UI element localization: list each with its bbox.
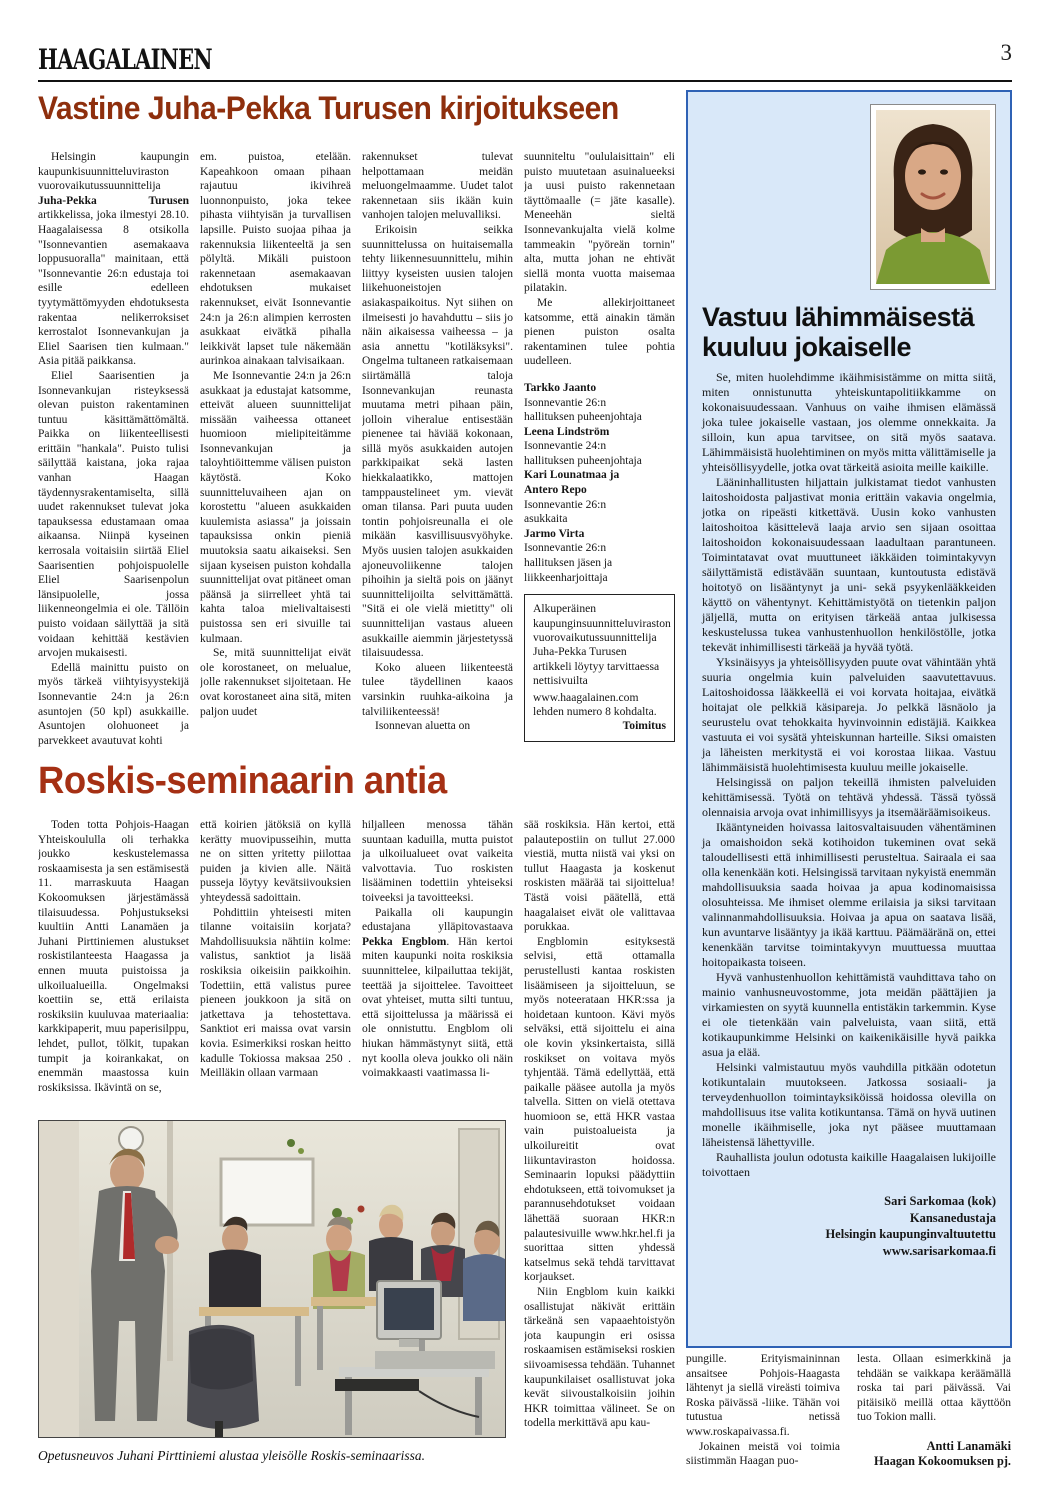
note-url: www.haagalainen.com (533, 690, 639, 704)
paragraph: Rauhallista joulun odotusta kaikille Haagalaisen lukijoille toivottaen (702, 1150, 996, 1179)
article1-title: Vastine Juha-Pekka Turusen kirjoitukseen (38, 90, 619, 126)
paragraph: Lääninhallitusten hiljattain julkistamat tiedot vanhusten laitoshoidosta paljastivat monia erittäin vakavia ongelmia, jotka on ripeästi kitkettävä. Uusin koko vanhusten laitoshoitoa käsittelevä laaja arvio sen sijaan osoittaa laitoshoidon kokonaisuudessaan laadultaan parantuneen. Toimintatavat ovat muuttuneet iäkkäiden toimintakyvyn säilyttämistä edistävään suuntaan, kuntoutusta edistävä hoitotyö on lisääntynyt ja uni- sekä psyykenlääkkeiden käyttö on vähentynyt. Kehittämistyötä on tietenkin paljon jäljellä, mutta on erityisen tärkeää antaa julkisessa keskustelussa tukea vanhustenhuollon henkilöstölle, jotka tekevät inhimillisesti tärkeää ja hyvää työtä. (702, 475, 996, 654)
paragraph: Me allekirjoittaneet katsomme, että ainakin tämän pienen puiston osalta rakentaminen tulee pohtia uudelleen. (524, 296, 675, 368)
note-signoff: Toimitus (622, 719, 666, 733)
article1-col3 (362, 150, 513, 764)
signature-line: Antero Repo (524, 484, 587, 497)
sidebar-title: Vastuu lähimmäisestä kuuluu jokaiselle (702, 302, 975, 362)
signature-line: Isonnevantie 26:n (524, 542, 607, 555)
paragraph: Helsingin kaupungin kaupunkisuunnitteluviraston vuorovaikutussuunnittelija Juha-Pekka Turusen artikkelissa, joka ilmestyi 28.10. Haagalaisessa 8 otsikolla "Isonnevantien asemakaava loppusuoralla" mainitaan, että "Isonnevantie 26:n edustaja toi esille edelleen tyytymättömyyden ehdotuksesta rakentaa nelikerroksiset kerrostalot Isonnevankujan ja Eliel Saarisen tien kulmaan." Asia pitää paikkansa. (38, 151, 189, 368)
signature-url: www.sarisarkomaa.fi (882, 1243, 996, 1258)
note-tail: lehden numero 8 kohdalta. (533, 705, 657, 719)
newspaper-logo: HAAGALAINEN (38, 44, 212, 77)
photo-caption: Opetusneuvos Juhani Pirttiniemi alustaa yleisölle Roskis-seminaarissa. (38, 1448, 425, 1463)
paragraph: Yksinäisyys ja yhteisöllisyyden puute ovat vähintään yhtä suuria ongelmia kuin palveluiden saavutettavuus. Laitoshoidossa lääkkeellä ei voi korvata hoitajaa, eivätkä hoitajat ole pelkkiä käsipareja. Jo pelkkä läsnäolo ja seurustelu ovat tehokkaita hyvinvoinnin edistäjiä. Kaikkea vastuuta ei voi sysätä yhteiskunnan harteille. Siksi omaisten ja läheisten merkitystä ei voi korostaa liikaa. Vastuu lähimmäisistä huolehtimisesta kuuluu meille jokaiselle. (702, 655, 996, 774)
signature-line: hallituksen puheenjohtaja (524, 411, 642, 424)
portrait-photo (876, 110, 990, 284)
paragraph: Paikalla oli kaupungin edustajana ylläpitovastaava Pekka Engblom. Hän kertoi miten kaupunki noita roskiksia suunnittelee, kilpailuttaa tekijät, teettää ja sijoittelee. Tavoitteet ovat yhteiset, mutta silti tuntuu, että sijoittelussa ja määrissä ei ole onnistuttu. Engblom oli hiukan hämmästynyt siitä, että nyt koolla oleva joukko oli näin voimakkaasti vaatimassa li- (362, 906, 513, 1080)
signature-line: Kansanedustaja (909, 1210, 996, 1225)
sidebar-column (686, 90, 1012, 1348)
wall-clock (119, 1127, 143, 1151)
portrait-photo-frame (870, 104, 996, 290)
signature-line: Isonnevantie 26:n (524, 498, 607, 511)
paragraph: Jokainen meistä voi toimia siistimmän Haagan puo- (686, 1440, 840, 1468)
signature-line: hallituksen jäsen ja (524, 557, 613, 570)
paragraph: Ikääntyneiden hoivassa laitosvaltaisuuden vähentäminen ja omaishoidon sekä kotihoidon tukeminen ovat sekä taloudellisesti että inhimillisesti perusteltua. Sairaala ei saa olla kenenkään koti. Helsingissä tarvitaan nykyistä enemmän mahdollisuuksia saada hoivaa ja apua kodinomaisissa olosuhteissa. Me ihmiset olemme erilaisia ja siksi tarvitaan valinnanmahdollisuuksia. Hoivaa ja apua on saatava lisää, kun avuntarve lisääntyy ja ikää karttuu. Päämääränä on, ettei kenenkään tarvitse toimintakyvyn muuttuessa muuttaa hoitopaikasta toiseen. (702, 820, 996, 969)
signature-line: asukkaita (524, 513, 568, 526)
paragraph: Edellä mainittu puisto on myös tärkeä viihtyisyystekijä Isonnevantie 24:n ja 26:n asuntojen (50 kpl) asukkaille. Asuntojen olohuoneet ja parvekkeet avautuvat kohti (38, 661, 189, 747)
paragraph: Engblomin esityksestä selvisi, että ottamalla perustellusti kantaa roskisten lisäämiseen ja sijoitteluun, se myös noteerataan HKR:ssa ja hoidetaan kuntoon. Kävi myös selväksi, että sijoittelu ei aina ole kovin yksinkertaista, sillä roskikset on voitava myös tyhjentää. Tämä edellyttää, että paikalle pääsee autolla ja myös talvella. Sitten on vielä otettava huomioon se, että HKR vastaa vain puistoalueista ja ulkoilureitit ovat liikuntaviraston hoidossa. Seminaarin lopuksi päädyttiin ehdotukseen, että toivomukset ja parannusehdotukset voidaan lähettää suoraan HKR:n palautesivuille www.hkr.hel.fi ja suorittaa sitten yhdessä katselmus sekä tehdä tarvittavat korjaukset. (524, 935, 675, 1284)
paragraph: hiljalleen menossa tähän suuntaan kaduilla, mutta puistot ja ulkoilualueet ovat vaikeita valvottavia. Tuo roskisten lisääminen todettiin yhteiseksi toiveeksi ja tavoitteeksi. (362, 819, 513, 904)
signature-line: Kari Lounatmaa ja (524, 469, 620, 482)
bottom-colA (686, 1352, 840, 1470)
paragraph: rakennukset tulevat helpottamaan meidän meluongelmaamme. Uudet talot rakennetaan siis ikään kuin vanhojen talojen meluvalliksi. (362, 151, 513, 222)
signature-line: Jarmo Virta (524, 527, 585, 540)
article2-col1 (38, 818, 189, 1118)
article1-col4 (524, 150, 675, 764)
paragraph: Koko alueen liikenteestä tulee täydellinen kaaos varsinkin ruuhka-aikoina ja talviliikenteessä! (362, 661, 513, 718)
paragraph: Helsinki valmistautuu myös vauhdilla pitkään odotetun kotikuntalain muutokseen. Jatkossa sosiaali- ja terveydenhuollon toimintayksiköissä hoidossa olevilla on mahdollisuus itse valita kotikuntansa. Tämä on hyvä uutinen monelle ikäihmiselle, joka nyt pääsee muuttamaan läheistensä lähettyville. (702, 1060, 996, 1149)
paragraph: pungille. Erityismaininnan ansaitsee Pohjois-Haagasta lähtenyt ja siellä vireästi toimiva Roska päivässä -liike. Tähän voi tutustua netissä www.roskapaivassa.fi. (686, 1353, 840, 1438)
article1-col1 (38, 150, 189, 764)
signature-line: Tarkko Jaanto (524, 381, 597, 394)
signature-line: Helsingin kaupunginvaltuutettu (825, 1227, 996, 1241)
signature-line: Haagan Kokoomuksen pj. (873, 1454, 1011, 1469)
paragraph: Toden totta Pohjois-Haagan Yhteiskoululla oli terhakka joukko keskustelemassa roskaamisesta ja sen estämisestä 11. marraskuuta Haagan Kokoomuksen järjestämässä tilaisuudessa. Pohjustukseksi kuultiin Antti Lanamäen ja Juhani Pirttiniemen alustukset roskistilanteesta Haagassa ja ennen muuta puistoissa ja ulkoilualueilla. Ongelmaksi koettiin se, että erilaista roskiksiin kuuluvaa materiaalia: karkkipaperit, muu paperisilppu, lehdet, pullot, tölkit, tupakan tumpit ja koirankakat, on enemmän maastossa kuin roskiksissa. Ikävintä on se, (38, 819, 189, 1094)
note-text: Alkuperäinen kaupunginsuunnitteluviraston vuorovaikutussuunnittelija Juha-Pekka Turusen artikkeli löytyy tarvittaessa nettisivuilta (533, 602, 671, 688)
signature-line: hallituksen puheenjohtaja (524, 454, 642, 467)
article2-col3 (362, 818, 513, 1118)
paragraph: Se, mitä suunnittelijat eivät ole korostaneet, on melualue, jolle rakennukset sijoitetaan. He ovat korostaneet aina sitä, miten paljon uudet (200, 647, 351, 718)
paragraph: suunniteltu "oululaisittain" eli puisto muutetaan asuinalueeksi ja uusi puisto rakennetaan täyttömaalle (= jäte kasalle). Meneehän sieltä Isonnevankujalta vielä kolme tammeakin "pyöreän tornin" alta, mutta johan ne ehtivät siellä monta vuotta maisemaa pilatakin. (524, 151, 675, 295)
signature-line: Isonnevantie 24:n (524, 440, 607, 453)
paragraph: Niin Engblom kuin kaikki osallistujat näkivät erittäin tärkeänä sen vapaaehtoistyön jota kaupungin eri osissa roskaamisen estämiseksi roskien siivoamisessa tehdään. Tuhannet kaupunkilaiset osallistuvat joka kevät siivoustalkoisiin joihin HKR toimittaa välineet. Se on todella merkittävä apu kau- (524, 1286, 675, 1430)
paragraph: lesta. Ollaan esimerkkinä ja tehdään se vaikkapa keräämällä roska tai pari päivässä. Vai pitäisikö meillä ottaa käyttöön tuo Tokion malli. (857, 1353, 1011, 1424)
page-number: 3 (1000, 40, 1012, 65)
bottom-colB (857, 1352, 1011, 1470)
editor-note-box (524, 594, 675, 742)
bottom-right-columns (686, 1352, 1012, 1470)
paragraph: Isonnevan aluetta on (375, 720, 471, 733)
paragraph: että koirien jätöksiä on kyllä kerätty muovipusseihin, mutta ne on sitten yritetty piilottaa puiden ja kivien alle. Näitä pusseja löytyy kevätsiivouksien yhteydessä sadoittain. (200, 819, 351, 904)
article1-signatures (524, 381, 675, 585)
seminar-photo (38, 1120, 506, 1438)
sidebar-signature (702, 1193, 996, 1259)
paragraph: Erikoisin seikka suunnittelussa on huitaisemalla tehty liikennesuunnittelu, mihin liittyy kyseisten uusien talojen liikehuoneistojen asiakaspaikoitus. Nyt siihen on ilmeisesti jo havahduttu – siis jo näin aikaisessa vaiheessa – ja asia annettu "kotiläksyksi". Ongelma tultaneen ratkaisemaan siirtämällä taloja Isonnevankujan reunasta muutama metri pihaan päin, jolloin viheralue entisestään pienenee tai häviää kokonaan, sillä myös asukkaiden autojen parkkipaikat sekä lasten hiekkalaatikko, mattojen tamppaustelineet ym. vievät oman tilansa. Pari puuta uuden tontin pohjoisreunalla ei ole mikään kasvillisuusvyöhyke. Myös uusien talojen asukkaiden ajoneuvoliikenne talojen pihoihin ja sieltä pois on jäänyt suunnittelijoilta selvittämättä. "Sitä ei ole vielä mietitty" oli suunnittelijan vastaus alueen asukkaille aiemmin järjestetyssä tilaisuudessa. (362, 223, 513, 660)
header-rule (38, 80, 1012, 82)
paragraph: sää roskiksia. Hän kertoi, että palautepostiin on tullut 27.000 viestiä, mutta niistä vai yksi on tullut Haagasta ja koskenut roskisten määrää tai sijoittelua! Tästä voisi päätellä, että haagalaiset eivät ole valittavaa porukkaa. (524, 819, 675, 934)
paragraph: Hyvä vanhustenhuollon kehittämistä vauhdittava taho on mainio vanhusneuvostomme, jota meidän päättäjien ja virkamiesten on syytä kuunnella entistäkin tarkemmin. Kyse ei ole tietenkään vain palveluista, vaan siitä, että kotikaupunkimme Helsinki on kaikenikäisille hyvä paikka asua ja elää. (702, 970, 996, 1059)
chair-coat (187, 1325, 259, 1437)
signature-line: liikkeenharjoittaja (524, 571, 608, 584)
article2-col4 (524, 818, 675, 1466)
article1-columns (38, 150, 678, 764)
article2-title: Roskis-seminaarin antia (38, 760, 447, 802)
signature-line: Antti Lanamäki (926, 1438, 1011, 1453)
paragraph: Helsingissä on paljon tekeillä ihmisten palveluiden kehittämisessä. Työtä on tehtävä yhdessä. Tässä työssä olennaisia arvoja ovat inhimillisyys ja itsemääräämisoikeus. (702, 775, 996, 819)
signature-line: Isonnevantie 26:n (524, 396, 607, 409)
paragraph: Me Isonnevantie 24:n ja 26:n asukkaat ja edustajat katsomme, etteivät alueen suunnittelijat missään vaiheessa ottaneet huomioon mielipiteitämme Isonnevankujan ja taloyhtiöittemme välisen puiston käytöstä. Koko suunnitteluvaiheen ajan on korostettu "alueen asukkaiden kuulemista asiassa" ja joissain tapauksissa onkin pieniä muutoksia saatu aikaiseksi. Sen sijaan kyseisen puiston kohdalla suunnittelijat ovat pitäneet oman päänsä ja siirrelleet yhtä tai kahta taloa mielivaltaisesti puistossa sen eri sivuille tai kulmaan. (200, 369, 351, 645)
paragraph: Eliel Saarisentien ja Isonnevankujan risteyksessä olevan puiston rakentaminen tuntuu käsittämättömältä. Paikka on liikenteellisesti erittäin "hankala". Puisto tulisi säilyttää kaistana, joka rajaa vanhan Haagan täydennysrakentamiselta, sillä uudet rakennukset tulevat joka tapauksessa edustamaan omaa aikaansa. Niinpä kyseinen kerrosala voitaisiin siirtää Eliel Saarisentien pohjoispuolelle Eliel Saarisenpolun länsipuolelle, jossa liikenneongelmia ei ole. Tällöin puisto voidaan säilyttää ja sitä voidaan kehittää kestävien arvojen mukaisesti. (38, 369, 189, 660)
paragraph: Se, miten huolehdimme ikäihmisistämme on mitta siitä, miten onnistunutta yhteiskuntapolitiikkamme on kokonaisuudessaan. Vanhuus on vaihe ihmisen elämässä joka tulee jokaiselle vastaan, jos olemme onnekkaita. Ja silloin, kun apua tarvitsee, on sitä myös saatava. Lähimmäisistä huolehtiminen on myös mitta välittämiselle ja yhteisöllisyydelle, jotka ovat tärkeitä asioita meille kaikille. (702, 370, 996, 474)
article2-col2 (200, 818, 351, 1118)
whiteboard (221, 1159, 313, 1225)
paragraph: Pohdittiin yhteisesti miten tilanne voitaisiin korjata? Mahdollisuuksia nähtiin kolme: valistus, sanktiot ja lisää roskiksia oikeisiin paikkoihin. Todettiin, että valistus puree pieneen joukkoon ja sitä on jatkettava ja tehostettava. Sanktiot eri maissa ovat varsin kovia. Esimerkiksi roskan heitto kadulle Tokiossa maksaa 250 . Meilläkin ollaan varmaan (200, 906, 351, 1080)
signature-line: Sari Sarkomaa (kok) (884, 1194, 996, 1208)
article1-col2 (200, 150, 351, 764)
bottom-signature (857, 1439, 1011, 1470)
sidebar-body (702, 370, 996, 1180)
signature-line: Leena Lindström (524, 425, 610, 438)
paragraph: em. puistoa, etelään. Kapeahkoon omaan pihaan rajautuu ikivihreä luonnonpuisto, joka tekee pihasta viihtyisän ja turvallisen lapsille. Puisto suojaa pihaa ja rakennuksia liikenteeltä ja sen pölyltä. Mikäli puistoon rakennetaan asemakaavan ehdotuksen mukaiset rakennukset, eivät Isonnevantie 24:n ja 26:n alimpien kerrosten asukkaat eivätkä pihalla leikkivät lapset tule näkemään aurinkoa ainakaan talvisaikaan. (200, 151, 351, 368)
